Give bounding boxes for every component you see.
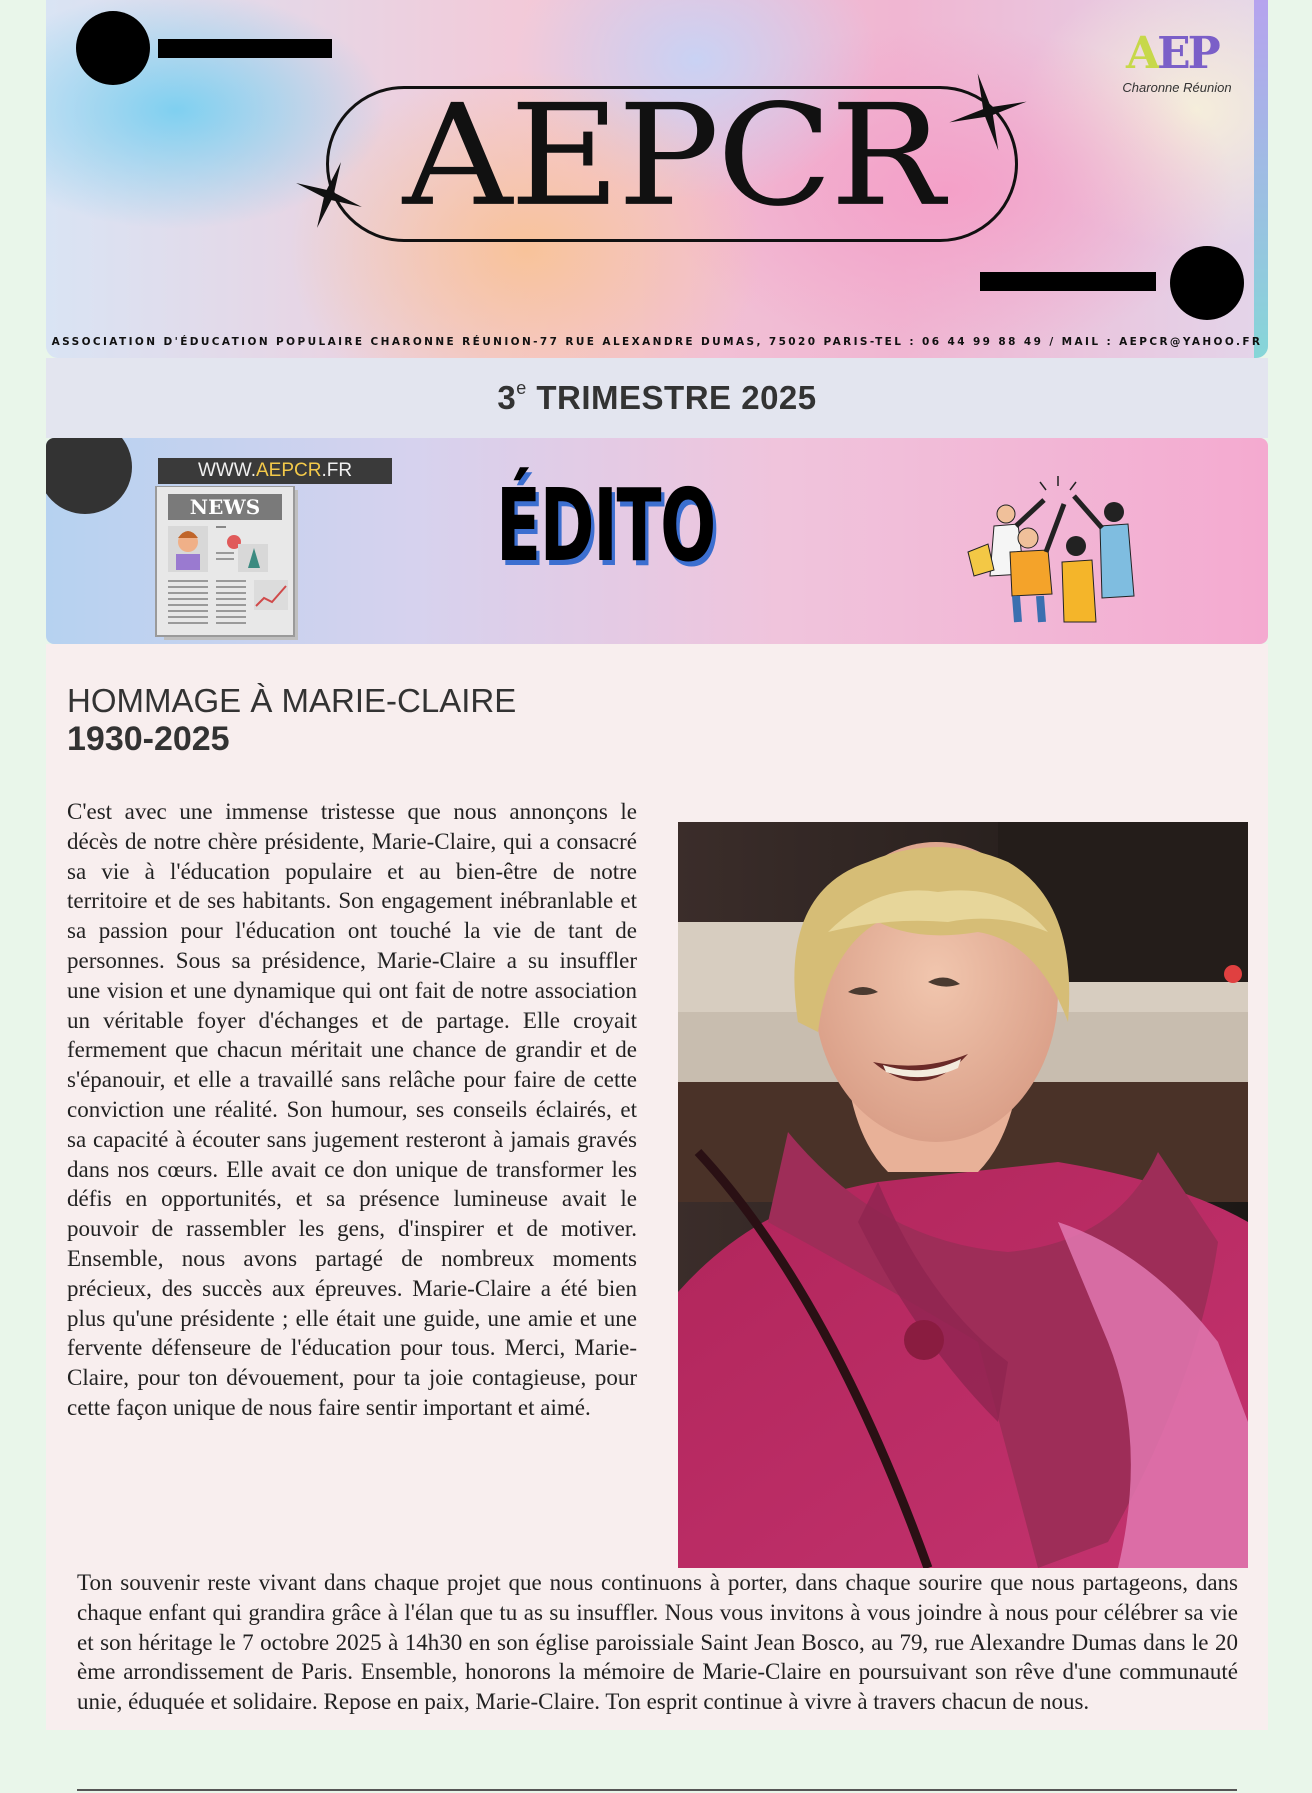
edito-title: ÉDITO	[496, 467, 715, 584]
url-prefix: WWW.	[197, 460, 256, 481]
banner-edge-decoration	[1254, 0, 1268, 358]
sparkle-icon-left	[294, 160, 364, 230]
article-paragraph-1: C'est avec une immense tristesse que nous annonçons le décès de notre chère présidente, Marie-Claire, qui a consacré sa vie à l'éducation populaire et au bien-être de notre territoire et de ses habitants. Son engagement inébranlable et sa passion pour l'éducation ont touché la vie de tant de personnes. Sous sa présidence, Marie-Claire a su insuffler une vision et une dynamique qui ont fait de notre association un véritable foyer d'échanges et de partage. Elle croyait fermement que chacun méritait une chance de grandir et de s'épanouir, et elle a travaillé sans relâche pour faire de cette conviction une réalité. Son humour, ses conseils éclairés, et sa capacité à écouter sans jugement resteront à jamais gravés dans nos cœurs. Elle avait ce don unique de transformer les défis en opportunités, et sa présence lumineuse avait le pouvoir de rassembler les gens, d'inspirer et de motiver. Ensemble, nous avons partagé de nombreux moments précieux, des succès aux épreuves. Marie-Claire a été bien plus qu'une présidente ; elle était une guide, une amie et une fervente défenseure de l'éducation pour tous. Merci, Marie-Claire, pour ton dévouement, pour ta joie contagieuse, pour cette façon unique de nous faire sentir important et aimé.	[67, 799, 637, 1420]
article-years: 1930-2025	[67, 720, 230, 758]
url-accent: AEPCR	[255, 460, 322, 481]
decorative-dot-bottom-right	[1170, 246, 1244, 320]
team-celebration-icon	[966, 474, 1146, 624]
sparkle-icon-right	[948, 72, 1028, 152]
decorative-dot-top-left	[76, 11, 150, 85]
url-suffix: .FR	[321, 460, 353, 481]
decorative-circle	[46, 438, 132, 514]
newsletter-page	[46, 0, 1268, 1730]
trimester-number: 3	[497, 379, 517, 416]
website-url[interactable]	[158, 458, 392, 484]
trimester-strip	[46, 358, 1268, 438]
header-banner	[46, 0, 1268, 358]
newspaper-icon	[154, 486, 300, 640]
footer-divider	[77, 1789, 1237, 1791]
portrait-photo	[678, 822, 1248, 1568]
aep-logo	[1112, 28, 1242, 96]
decorative-bar-bottom-right	[980, 272, 1156, 291]
article-paragraph-2: Ton souvenir reste vivant dans chaque projet que nous continuons à porter, dans chaque sourire que nous partageons, dans chaque enfant qui grandira grâce à l'élan que tu as su insuffler. Nous vous invitons à vous joindre à nous pour célébrer sa vie et son héritage le 7 octobre 2025 à 14h30 en son église paroissiale Saint Jean Bosco, au 79, rue Alexandre Dumas dans le 20 ème arrondissement de Paris. Ensemble, honorons la mémoire de Marie-Claire en poursuivant son rêve d'une communauté unie, éduquée et solidaire. Repose en paix, Marie-Claire. Ton esprit continue à vivre à travers chacun de nous.	[77, 1570, 1238, 1715]
trimester-label: TRIMESTRE 2025	[536, 379, 817, 416]
decorative-bar-top-left	[158, 39, 332, 58]
tribute-article	[46, 644, 1268, 1730]
trimester-superscript: e	[516, 378, 527, 398]
banner-title: AEPCR	[402, 74, 942, 237]
article-title: HOMMAGE À MARIE-CLAIRE	[67, 682, 517, 719]
aep-logo-subtitle: Charonne Réunion	[1122, 80, 1232, 95]
edito-banner	[46, 438, 1268, 644]
association-address: ASSOCIATION D'ÉDUCATION POPULAIRE CHARONNE RÉUNION-77 RUE ALEXANDRE DUMAS, 75020 PARIS-TEL : 06 44 99 88 49 / MAIL : AEPCR@YAHOO.FR	[51, 336, 1263, 348]
news-label: NEWS	[189, 495, 261, 519]
aep-logo-mark: AEP	[1126, 28, 1218, 79]
